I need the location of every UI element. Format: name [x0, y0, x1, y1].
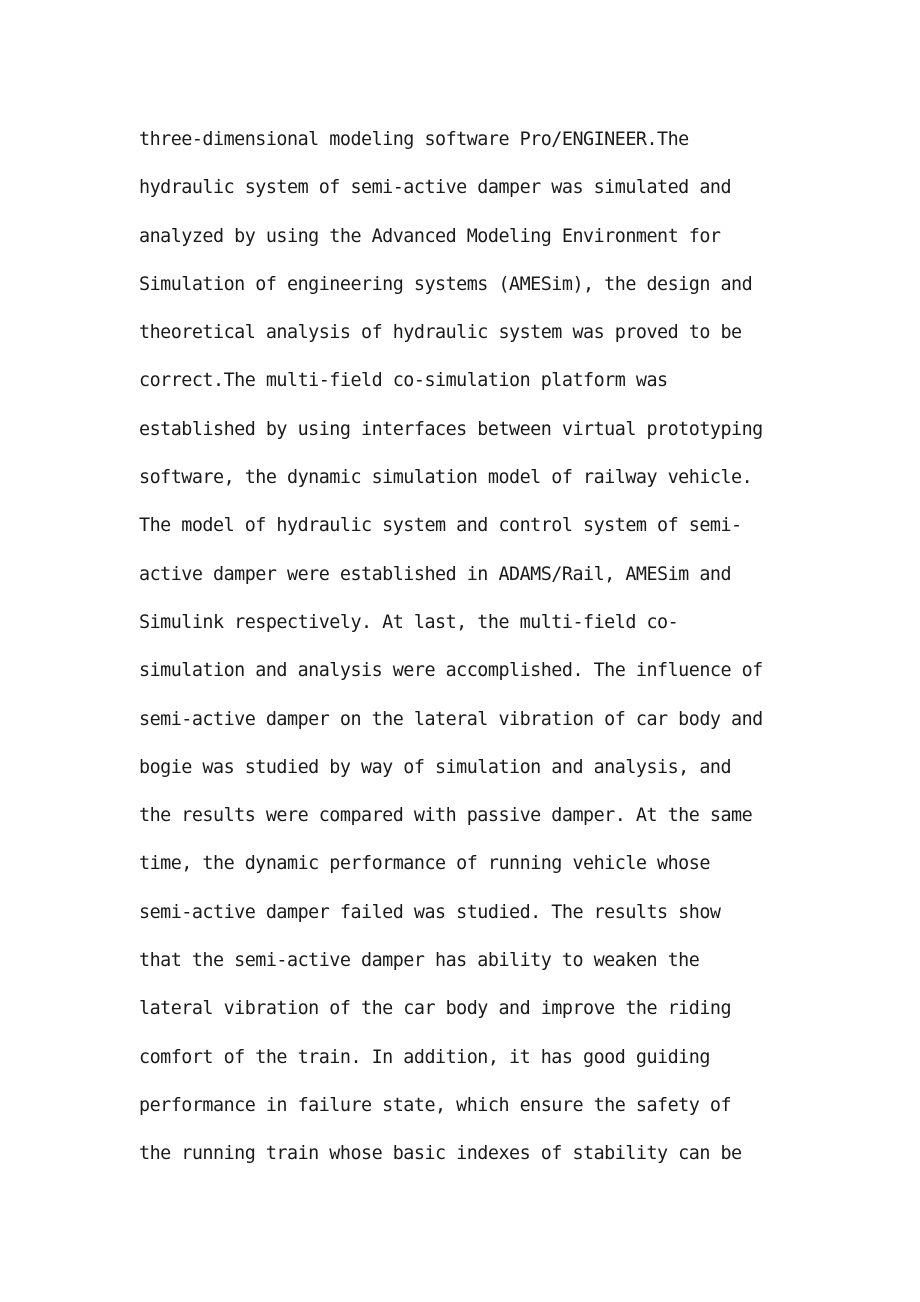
text-line: the running train whose basic indexes of stability can be [139, 1143, 742, 1165]
text-line: analyzed by using the Advanced Modeling Environment for [139, 225, 721, 247]
text-line: active damper were established in ADAMS/Rail, AMESim and [139, 563, 732, 585]
text-line: Simulink respectively. At last, the multi-field co- [139, 611, 679, 633]
text-line: The model of hydraulic system and control system of semi- [139, 515, 742, 537]
text-line: performance in failure state, which ensure the safety of [139, 1094, 732, 1116]
text-line: software, the dynamic simulation model of railway vehicle. [139, 467, 753, 489]
text-line: semi-active damper failed was studied. The results show [139, 901, 721, 923]
text-line: three-dimensional modeling software Pro/ENGINEER.The [139, 129, 689, 150]
text-line: the results were compared with passive damper. At the same [139, 805, 753, 827]
text-line: lateral vibration of the car body and improve the riding [139, 998, 732, 1020]
text-line: Simulation of engineering systems (AMESim), the design and [139, 273, 753, 295]
text-line: comfort of the train. In addition, it has good guiding [139, 1046, 710, 1068]
text-line: time, the dynamic performance of running vehicle whose [139, 853, 710, 875]
text-line: simulation and analysis were accomplished. The influence of [139, 660, 763, 682]
abstract-paragraph [139, 123, 799, 1186]
text-line: correct.The multi-field co-simulation platform was [139, 370, 668, 392]
text-line: theoretical analysis of hydraulic system was proved to be [139, 322, 742, 344]
text-line: semi-active damper on the lateral vibration of car body and [139, 708, 763, 730]
text-line: established by using interfaces between virtual prototyping [139, 418, 763, 440]
text-line: bogie was studied by way of simulation and analysis, and [139, 756, 732, 778]
text-line: hydraulic system of semi-active damper was simulated and [139, 177, 732, 199]
text-line: that the semi-active damper has ability to weaken the [139, 950, 700, 972]
